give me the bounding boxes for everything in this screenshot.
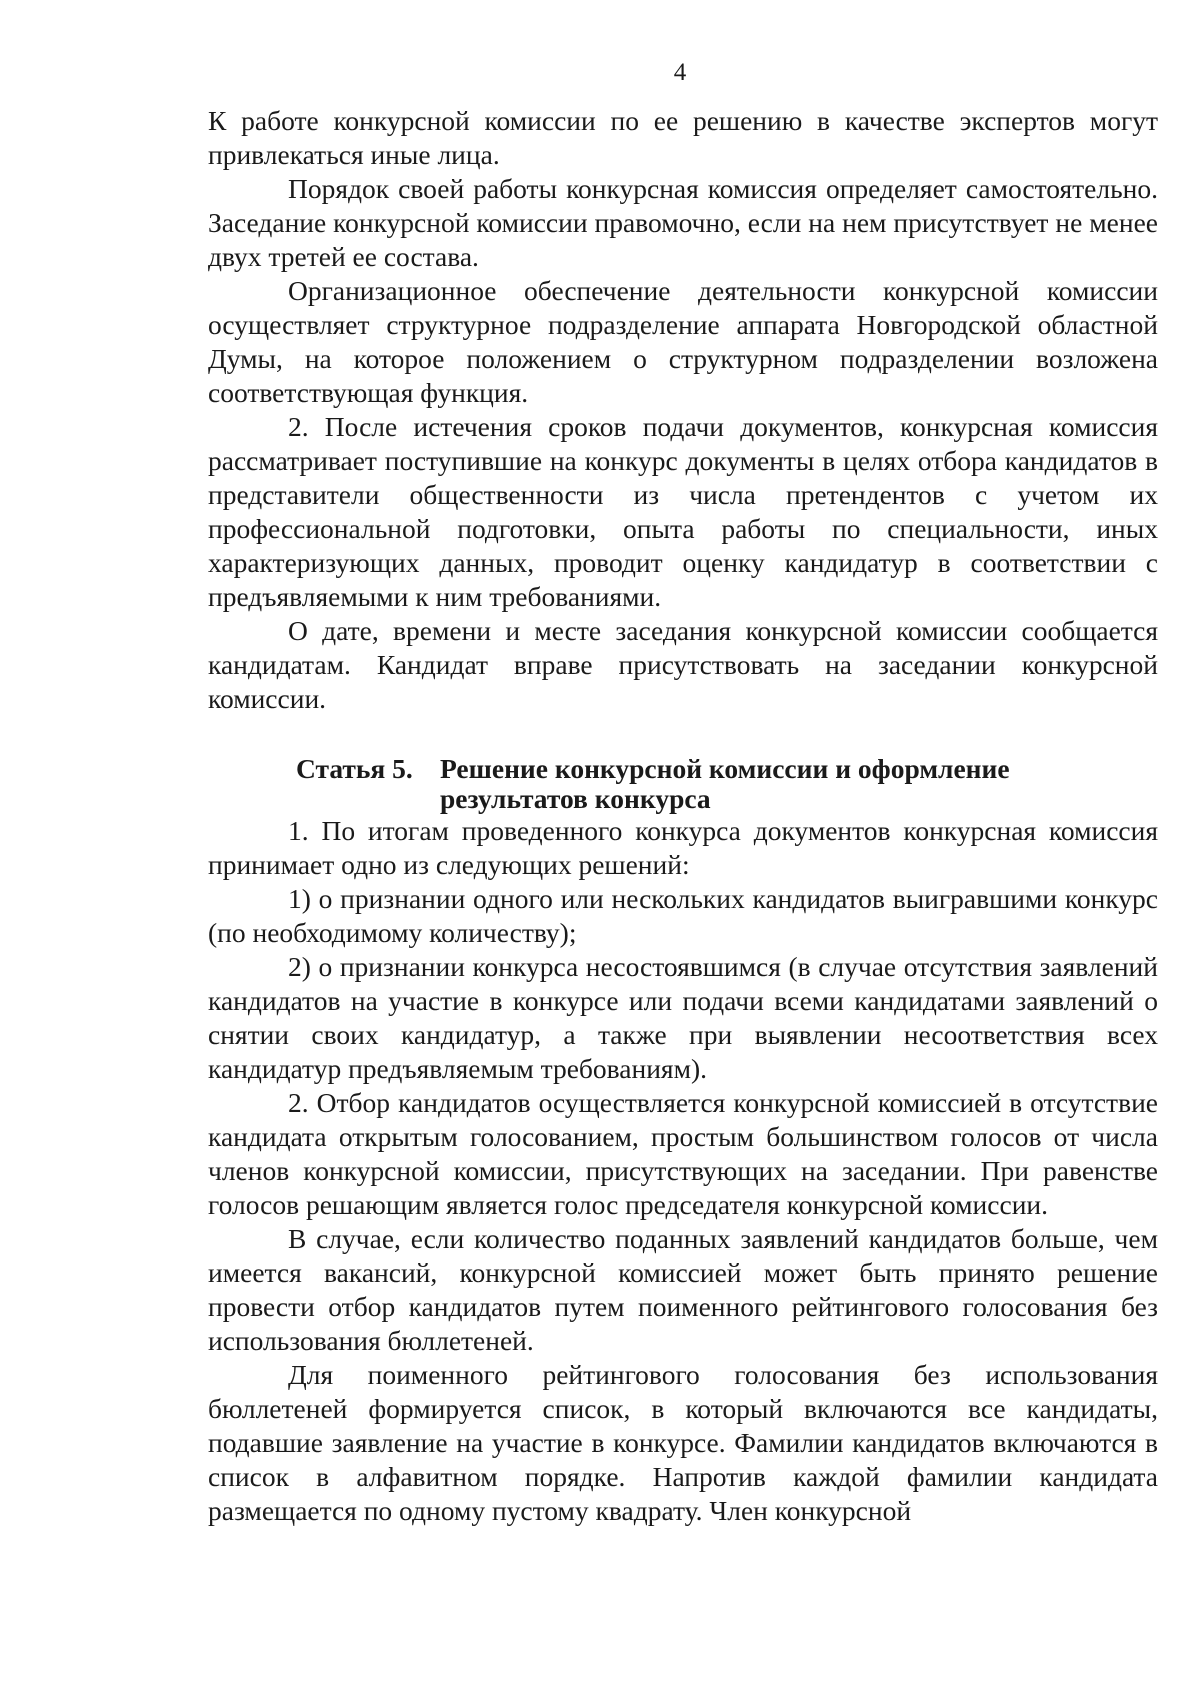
- article-heading: [208, 754, 1158, 814]
- page-number: 4: [673, 59, 687, 86]
- paragraph-selection-voting: 2. Отбор кандидатов осуществляется конкурсной комиссией в отсутствие кандидата открытым голосованием, простым большинством голосов от числа членов конкурсной комиссии, присутствующих на заседании. При равенстве голосов решающим является голос председателя конкурсной комиссии.: [208, 1087, 1158, 1220]
- paragraph-document-review: 2. После истечения сроков подачи документов, конкурсная комиссия рассматривает поступившие на конкурс документы в целях отбора кандидатов в представители общественности из числа претендентов с учетом их профессиональной подготовки, опыта работы по специальности, иных характеризующих данных, проводит оценку кандидатур в соответствии с предъявляемыми к ним требованиями.: [208, 411, 1158, 612]
- paragraph-meeting-notice: О дате, времени и месте заседания конкурсной комиссии сообщается кандидатам. Кандидат вправе присутствовать на заседании конкурсной комиссии.: [208, 615, 1158, 714]
- document-body: [208, 104, 1158, 1528]
- paragraph-rating-vote: В случае, если количество поданных заявлений кандидатов больше, чем имеется вакансий, конкурсной комиссией может быть принято решение провести отбор кандидатов путем поименного рейтингового голосования без использования бюллетеней.: [208, 1223, 1158, 1356]
- paragraph-candidate-list: Для поименного рейтингового голосования без использования бюллетеней формируется список, в который включаются все кандидаты, подавшие заявление на участие в конкурсе. Фамилии кандидатов включаются в список в алфавитном порядке. Напротив каждой фамилии кандидата размещается по одному пустому квадрату. Член конкурсной: [208, 1359, 1158, 1526]
- paragraph-decisions-intro: 1. По итогам проведенного конкурса документов конкурсная комиссия принимает одно из следующих решений:: [208, 815, 1158, 880]
- paragraph-decision-2: 2) о признании конкурса несостоявшимся (в случае отсутствия заявлений кандидатов на участие в конкурсе или подачи всеми кандидатами заявлений о снятии своих кандидатур, а также при выявлении несоответствия всех кандидатур предъявляемым требованиям).: [208, 951, 1158, 1084]
- article-title: Решение конкурсной комиссии и оформление результатов конкурса: [440, 753, 1010, 814]
- paragraph-organizational-support: Организационное обеспечение деятельности конкурсной комиссии осуществляет структурное подразделение аппарата Новгородской областной Думы, на которое положением о структурном подразделении возложена соответствующая функция.: [208, 275, 1158, 408]
- paragraph-decision-1: 1) о признании одного или нескольких кандидатов выигравшими конкурс (по необходимому количеству);: [208, 883, 1158, 948]
- paragraph-work-order: Порядок своей работы конкурсная комиссия определяет самостоятельно. Заседание конкурсной комиссии правомочно, если на нем присутствует не менее двух третей ее состава.: [208, 173, 1158, 272]
- article-number: Статья 5.: [296, 753, 413, 784]
- paragraph-experts: К работе конкурсной комиссии по ее решению в качестве экспертов могут привлекаться иные лица.: [208, 105, 1158, 170]
